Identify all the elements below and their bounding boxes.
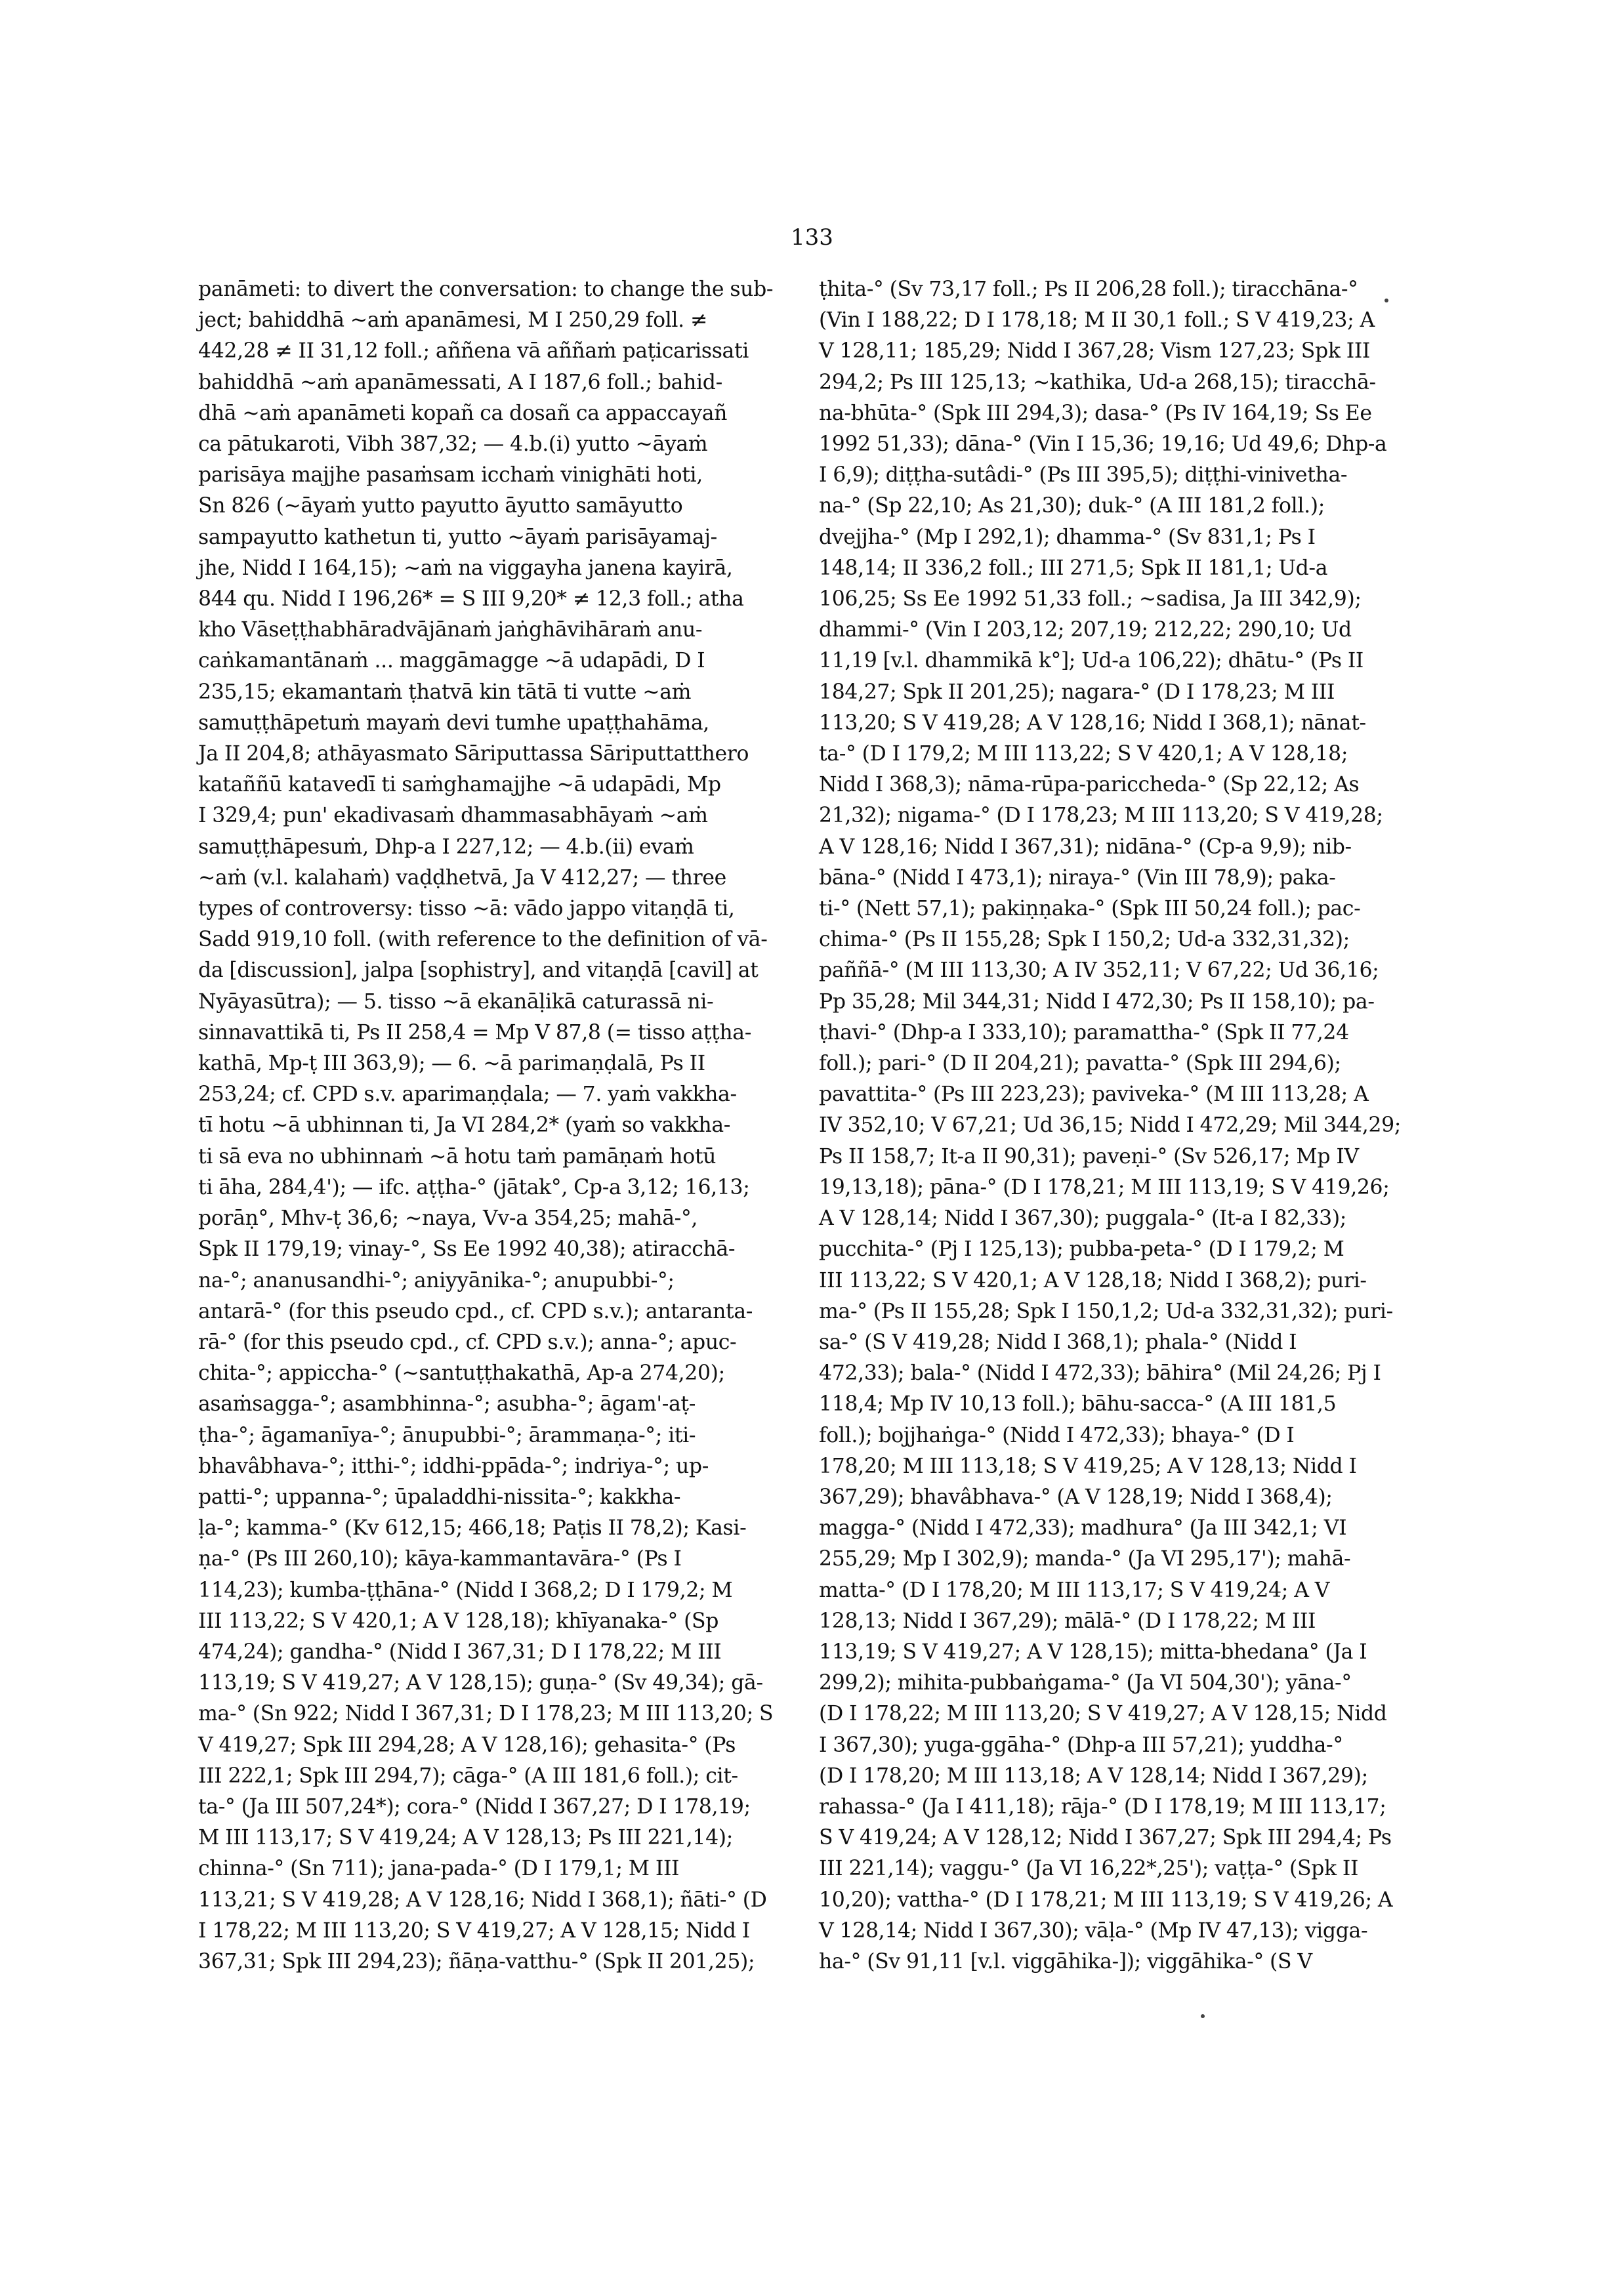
text-line: Sn 826 (~āyaṁ yutto payutto āyutto samāyutto xyxy=(198,494,683,518)
text-line: ṭha-°; āgamanīya-°; ānupubbi-°; ārammaṇa-°; iti- xyxy=(198,1423,696,1447)
text-line: M III 113,17; S V 419,24; A V 128,13; Ps III 221,14); xyxy=(198,1826,733,1850)
text-line: 178,20; M III 113,18; S V 419,25; A V 128,13; Nidd I xyxy=(819,1454,1357,1478)
text-line: III 113,22; S V 420,1; A V 128,18); khīyanaka-° (Sp xyxy=(198,1609,719,1633)
text-line: sampayutto kathetun ti, yutto ~āyaṁ parisāyamaj- xyxy=(198,525,717,549)
text-line: V 419,27; Spk III 294,28; A V 128,16); gehasita-° (Ps xyxy=(198,1733,736,1757)
text-line: caṅkamantānaṁ ... maggāmagge ~ā udapādi, D I xyxy=(198,649,705,673)
text-line: ti sā eva no ubhinnaṁ ~ā hotu taṁ pamāṇaṁ hotū xyxy=(198,1144,717,1168)
text-line: S V 419,24; A V 128,12; Nidd I 367,27; Spk III 294,4; Ps xyxy=(819,1826,1392,1850)
text-line: ha-° (Sv 91,11 [v.l. viggāhika-]); viggāhika-° (S V xyxy=(819,1949,1312,1974)
text-line: porāṇ°, Mhv-ṭ 36,6; ~naya, Vv-a 354,25; mahā-°, xyxy=(198,1207,698,1231)
scan-speck xyxy=(1201,2014,1205,2018)
text-line: 844 qu. Nidd I 196,26* = S III 9,20* ≠ 12,3 foll.; atha xyxy=(198,587,744,611)
text-line: I 367,30); yuga-ggāha-° (Dhp-a III 57,21); yuddha-° xyxy=(819,1733,1343,1757)
text-line: 1992 51,33); dāna-° (Vin I 15,36; 19,16; Ud 49,6; Dhp-a xyxy=(819,432,1387,457)
text-line: chima-° (Ps II 155,28; Spk I 150,2; Ud-a 332,31,32); xyxy=(819,928,1350,952)
text-line: 113,21; S V 419,28; A V 128,16; Nidd I 368,1); ñāti-° (D xyxy=(198,1888,767,1912)
text-line: bāna-° (Nidd I 473,1); niraya-° (Vin III 78,9); paka- xyxy=(819,865,1336,890)
text-line: rā-° (for this pseudo cpd., cf. CPD s.v.); anna-°; apuc- xyxy=(198,1330,737,1354)
text-line: (Vin I 188,22; D I 178,18; M II 30,1 foll.; S V 419,23; A xyxy=(819,308,1375,333)
text-line: 299,2); mihita-pubbaṅgama-° (Ja VI 504,30'); yāna-° xyxy=(819,1671,1352,1695)
text-line: ti-° (Nett 57,1); pakiṇṇaka-° (Spk III 50,24 foll.); pac- xyxy=(819,897,1361,921)
text-line: 21,32); nigama-° (D I 178,23; M III 113,20; S V 419,28; xyxy=(819,804,1383,828)
text-line: samuṭṭhāpetuṁ mayaṁ devi tumhe upaṭṭhahāma, xyxy=(198,711,709,735)
text-line: pucchita-° (Pj I 125,13); pubba-peta-° (D I 179,2; M xyxy=(819,1237,1344,1262)
text-line: na-°; ananusandhi-°; aniyyānika-°; anupubbi-°; xyxy=(198,1268,675,1292)
text-line: III 221,14); vaggu-° (Ja VI 16,22*,25'); vaṭṭa-° (Spk II xyxy=(819,1857,1359,1881)
text-line: 294,2; Ps III 125,13; ~kathika, Ud-a 268,15); tiracchā- xyxy=(819,370,1376,394)
text-line: patti-°; uppanna-°; ūpaladdhi-nissita-°; kakkha- xyxy=(198,1485,681,1509)
text-line: dhammi-° (Vin I 203,12; 207,19; 212,22; 290,10; Ud xyxy=(819,618,1352,642)
text-line: kathā, Mp-ṭ III 363,9); — 6. ~ā parimaṇḍalā, Ps II xyxy=(198,1052,705,1076)
text-line: foll.); pari-° (D II 204,21); pavatta-° (Spk III 294,6); xyxy=(819,1052,1341,1076)
text-line: paññā-° (M III 113,30; A IV 352,11; V 67,22; Ud 36,16; xyxy=(819,959,1379,983)
text-line: rahassa-° (Ja I 411,18); rāja-° (D I 178,19; M III 113,17; xyxy=(819,1794,1386,1819)
text-line: magga-° (Nidd I 472,33); madhura° (Ja III 342,1; VI xyxy=(819,1516,1347,1540)
text-line: (D I 178,20; M III 113,18; A V 128,14; Nidd I 367,29); xyxy=(819,1764,1368,1788)
text-line: panāmeti: to divert the conversation: to change the sub- xyxy=(198,278,774,301)
text-line: ṭhita-° (Sv 73,17 foll.; Ps II 206,28 foll.); tiracchāna-° xyxy=(819,278,1358,301)
text-line: I 178,22; M III 113,20; S V 419,27; A V 128,15; Nidd I xyxy=(198,1918,750,1943)
text-line: 118,4; Mp IV 10,13 foll.); bāhu-sacca-° (A III 181,5 xyxy=(819,1392,1337,1416)
text-line: III 113,22; S V 420,1; A V 128,18; Nidd I 368,2); puri- xyxy=(819,1268,1367,1292)
text-line: na-° (Sp 22,10; As 21,30); duk-° (A III 181,2 foll.); xyxy=(819,494,1325,518)
text-line: ~aṁ (v.l. kalahaṁ) vaḍḍhetvā, Ja V 412,27; — three xyxy=(198,865,726,890)
text-line: Nyāyasūtra); — 5. tisso ~ā ekanāḷikā caturassā ni- xyxy=(198,989,714,1014)
page-number: 133 xyxy=(791,224,833,251)
text-line: A V 128,16; Nidd I 367,31); nidāna-° (Cp-a 9,9); nib- xyxy=(819,835,1352,859)
text-line: dhā ~aṁ apanāmeti kopañ ca dosañ ca appaccayañ xyxy=(198,401,728,425)
right-text-column xyxy=(819,274,1475,1977)
text-line: sinnavattikā ti, Ps II 258,4 = Mp V 87,8 (= tisso aṭṭha- xyxy=(198,1020,752,1044)
text-line: 128,13; Nidd I 367,29); mālā-° (D I 178,22; M III xyxy=(819,1609,1316,1633)
text-line: antarā-° (for this pseudo cpd., cf. CPD s.v.); antaranta- xyxy=(198,1299,753,1323)
text-line: samuṭṭhāpesuṁ, Dhp-a I 227,12; — 4.b.(ii) evaṁ xyxy=(198,835,694,859)
text-line: IV 352,10; V 67,21; Ud 36,15; Nidd I 472,29; Mil 344,29; xyxy=(819,1113,1402,1138)
text-line: dvejjha-° (Mp I 292,1); dhamma-° (Sv 831,1; Ps I xyxy=(819,525,1316,549)
text-line: tī hotu ~ā ubhinnan ti, Ja VI 284,2* (yaṁ so vakkha- xyxy=(198,1113,731,1138)
text-line: ject; bahiddhā ~aṁ apanāmesi, M I 250,29 foll. ≠ xyxy=(198,308,708,333)
text-line: Spk II 179,19; vinay-°, Ss Ee 1992 40,38); atiracchā- xyxy=(198,1237,736,1262)
text-line: 472,33); bala-° (Nidd I 472,33); bāhira° (Mil 24,26; Pj I xyxy=(819,1361,1381,1386)
text-line: III 222,1; Spk III 294,7); cāga-° (A III 181,6 foll.); cit- xyxy=(198,1764,738,1788)
text-line: 235,15; ekamantaṁ ṭhatvā kin tātā ti vutte ~aṁ xyxy=(198,680,692,704)
text-line: A V 128,14; Nidd I 367,30); puggala-° (It-a I 82,33); xyxy=(819,1207,1347,1231)
text-line: bahiddhā ~aṁ apanāmessati, A I 187,6 foll.; bahid- xyxy=(198,370,722,394)
text-line: 367,31; Spk III 294,23); ñāṇa-vatthu-° (Spk II 201,25); xyxy=(198,1949,755,1974)
text-line: 10,20); vattha-° (D I 178,21; M III 113,19; S V 419,26; A xyxy=(819,1888,1393,1912)
text-line: Ps II 158,7; It-a II 90,31); paveṇi-° (Sv 526,17; Mp IV xyxy=(819,1144,1359,1168)
text-line: ta-° (Ja III 507,24*); cora-° (Nidd I 367,27; D I 178,19; xyxy=(198,1794,751,1819)
text-line: 442,28 ≠ II 31,12 foll.; aññena vā aññaṁ paṭicarissati xyxy=(198,339,749,363)
text-line: V 128,14; Nidd I 367,30); vāḷa-° (Mp IV 47,13); vigga- xyxy=(819,1918,1368,1943)
text-line: Nidd I 368,3); nāma-rūpa-pariccheda-° (Sp 22,12; As xyxy=(819,773,1360,797)
text-line: 113,20; S V 419,28; A V 128,16; Nidd I 368,1); nānat- xyxy=(819,711,1366,735)
text-line: 19,13,18); pāna-° (D I 178,21; M III 113,19; S V 419,26; xyxy=(819,1175,1390,1199)
text-line: kataññū katavedī ti saṁghamajjhe ~ā udapādi, Mp xyxy=(198,773,721,797)
text-line: 255,29; Mp I 302,9); manda-° (Ja VI 295,17'); mahā- xyxy=(819,1547,1351,1571)
text-line: I 6,9); diṭṭha-sutâdi-° (Ps III 395,5); diṭṭhi-vinivetha- xyxy=(819,463,1348,487)
text-line: Ja II 204,8; athāyasmato Sāriputtassa Sāriputtatthero xyxy=(198,742,749,766)
text-line: Sadd 919,10 foll. (with reference to the definition of vā- xyxy=(198,928,768,952)
text-line: ca pātukaroti, Vibh 387,32; — 4.b.(i) yutto ~āyaṁ xyxy=(198,432,708,457)
text-line: matta-° (D I 178,20; M III 113,17; S V 419,24; A V xyxy=(819,1578,1330,1602)
text-line: pavattita-° (Ps III 223,23); paviveka-° (M III 113,28; A xyxy=(819,1083,1369,1107)
text-line: da [discussion], jalpa [sophistry], and vitaṇḍā [cavil] at xyxy=(198,959,759,983)
text-line: kho Vāseṭṭhabhāradvājānaṁ jaṅghāvihāraṁ anu- xyxy=(198,618,703,642)
text-line: 113,19; S V 419,27; A V 128,15); guṇa-° (Sv 49,34); gā- xyxy=(198,1671,763,1695)
text-line: 106,25; Ss Ee 1992 51,33 foll.; ~sadisa, Ja III 342,9); xyxy=(819,587,1362,611)
text-line: sa-° (S V 419,28; Nidd I 368,1); phala-° (Nidd I xyxy=(819,1330,1297,1354)
text-line: ta-° (D I 179,2; M III 113,22; S V 420,1; A V 128,18; xyxy=(819,742,1348,766)
text-line: ma-° (Ps II 155,28; Spk I 150,1,2; Ud-a 332,31,32); puri- xyxy=(819,1299,1393,1323)
text-line: chita-°; appiccha-° (~santuṭṭhakathā, Ap-a 274,20); xyxy=(198,1361,725,1386)
scan-speck xyxy=(1385,299,1388,302)
text-line: ḷa-°; kamma-° (Kv 612,15; 466,18; Paṭis II 78,2); Kasi- xyxy=(198,1516,747,1540)
text-line: 113,19; S V 419,27; A V 128,15); mitta-bhedana° (Ja I xyxy=(819,1640,1367,1664)
text-line: 474,24); gandha-° (Nidd I 367,31; D I 178,22; M III xyxy=(198,1640,722,1664)
text-line: jhe, Nidd I 164,15); ~aṁ na viggayha janena kayirā, xyxy=(198,556,733,580)
text-line: chinna-° (Sn 711); jana-pada-° (D I 179,1; M III xyxy=(198,1857,680,1881)
text-line: na-bhūta-° (Spk III 294,3); dasa-° (Ps IV 164,19; Ss Ee xyxy=(819,401,1372,425)
text-line: asaṁsagga-°; asambhinna-°; asubha-°; āgam'-aṭ- xyxy=(198,1392,696,1416)
text-line: ṇa-° (Ps III 260,10); kāya-kammantavāra-° (Ps I xyxy=(198,1547,682,1571)
left-text-column xyxy=(198,274,854,1977)
text-line: 253,24; cf. CPD s.v. aparimaṇḍala; — 7. yaṁ vakkha- xyxy=(198,1083,737,1107)
text-line: 148,14; II 336,2 foll.; III 271,5; Spk II 181,1; Ud-a xyxy=(819,556,1328,580)
text-line: bhavâbhava-°; itthi-°; iddhi-ppāda-°; indriya-°; up- xyxy=(198,1454,709,1478)
text-line: types of controversy: tisso ~ā: vādo jappo vitaṇḍā ti, xyxy=(198,897,735,921)
text-line: 367,29); bhavâbhava-° (A V 128,19; Nidd I 368,4); xyxy=(819,1485,1333,1509)
text-line: 11,19 [v.l. dhammikā k°]; Ud-a 106,22); dhātu-° (Ps II xyxy=(819,649,1364,673)
text-line: 184,27; Spk II 201,25); nagara-° (D I 178,23; M III xyxy=(819,680,1335,704)
text-line: ma-° (Sn 922; Nidd I 367,31; D I 178,23; M III 113,20; S xyxy=(198,1702,774,1726)
text-line: ti āha, 284,4'); — ifc. aṭṭha-° (jātak°, Cp-a 3,12; 16,13; xyxy=(198,1175,750,1199)
text-line: ṭhavi-° (Dhp-a I 333,10); paramattha-° (Spk II 77,24 xyxy=(819,1020,1349,1044)
text-line: I 329,4; pun' ekadivasaṁ dhammasabhāyaṁ ~aṁ xyxy=(198,804,708,828)
text-line: parisāya majjhe pasaṁsam icchaṁ vinighāti hoti, xyxy=(198,463,703,487)
text-line: 114,23); kumba-ṭṭhāna-° (Nidd I 368,2; D I 179,2; M xyxy=(198,1578,733,1602)
text-line: foll.); bojjhaṅga-° (Nidd I 472,33); bhaya-° (D I xyxy=(819,1423,1295,1447)
text-line: (D I 178,22; M III 113,20; S V 419,27; A V 128,15; Nidd xyxy=(819,1702,1387,1726)
text-line: V 128,11; 185,29; Nidd I 367,28; Vism 127,23; Spk III xyxy=(819,339,1371,363)
text-line: Pp 35,28; Mil 344,31; Nidd I 472,30; Ps II 158,10); pa- xyxy=(819,989,1375,1014)
